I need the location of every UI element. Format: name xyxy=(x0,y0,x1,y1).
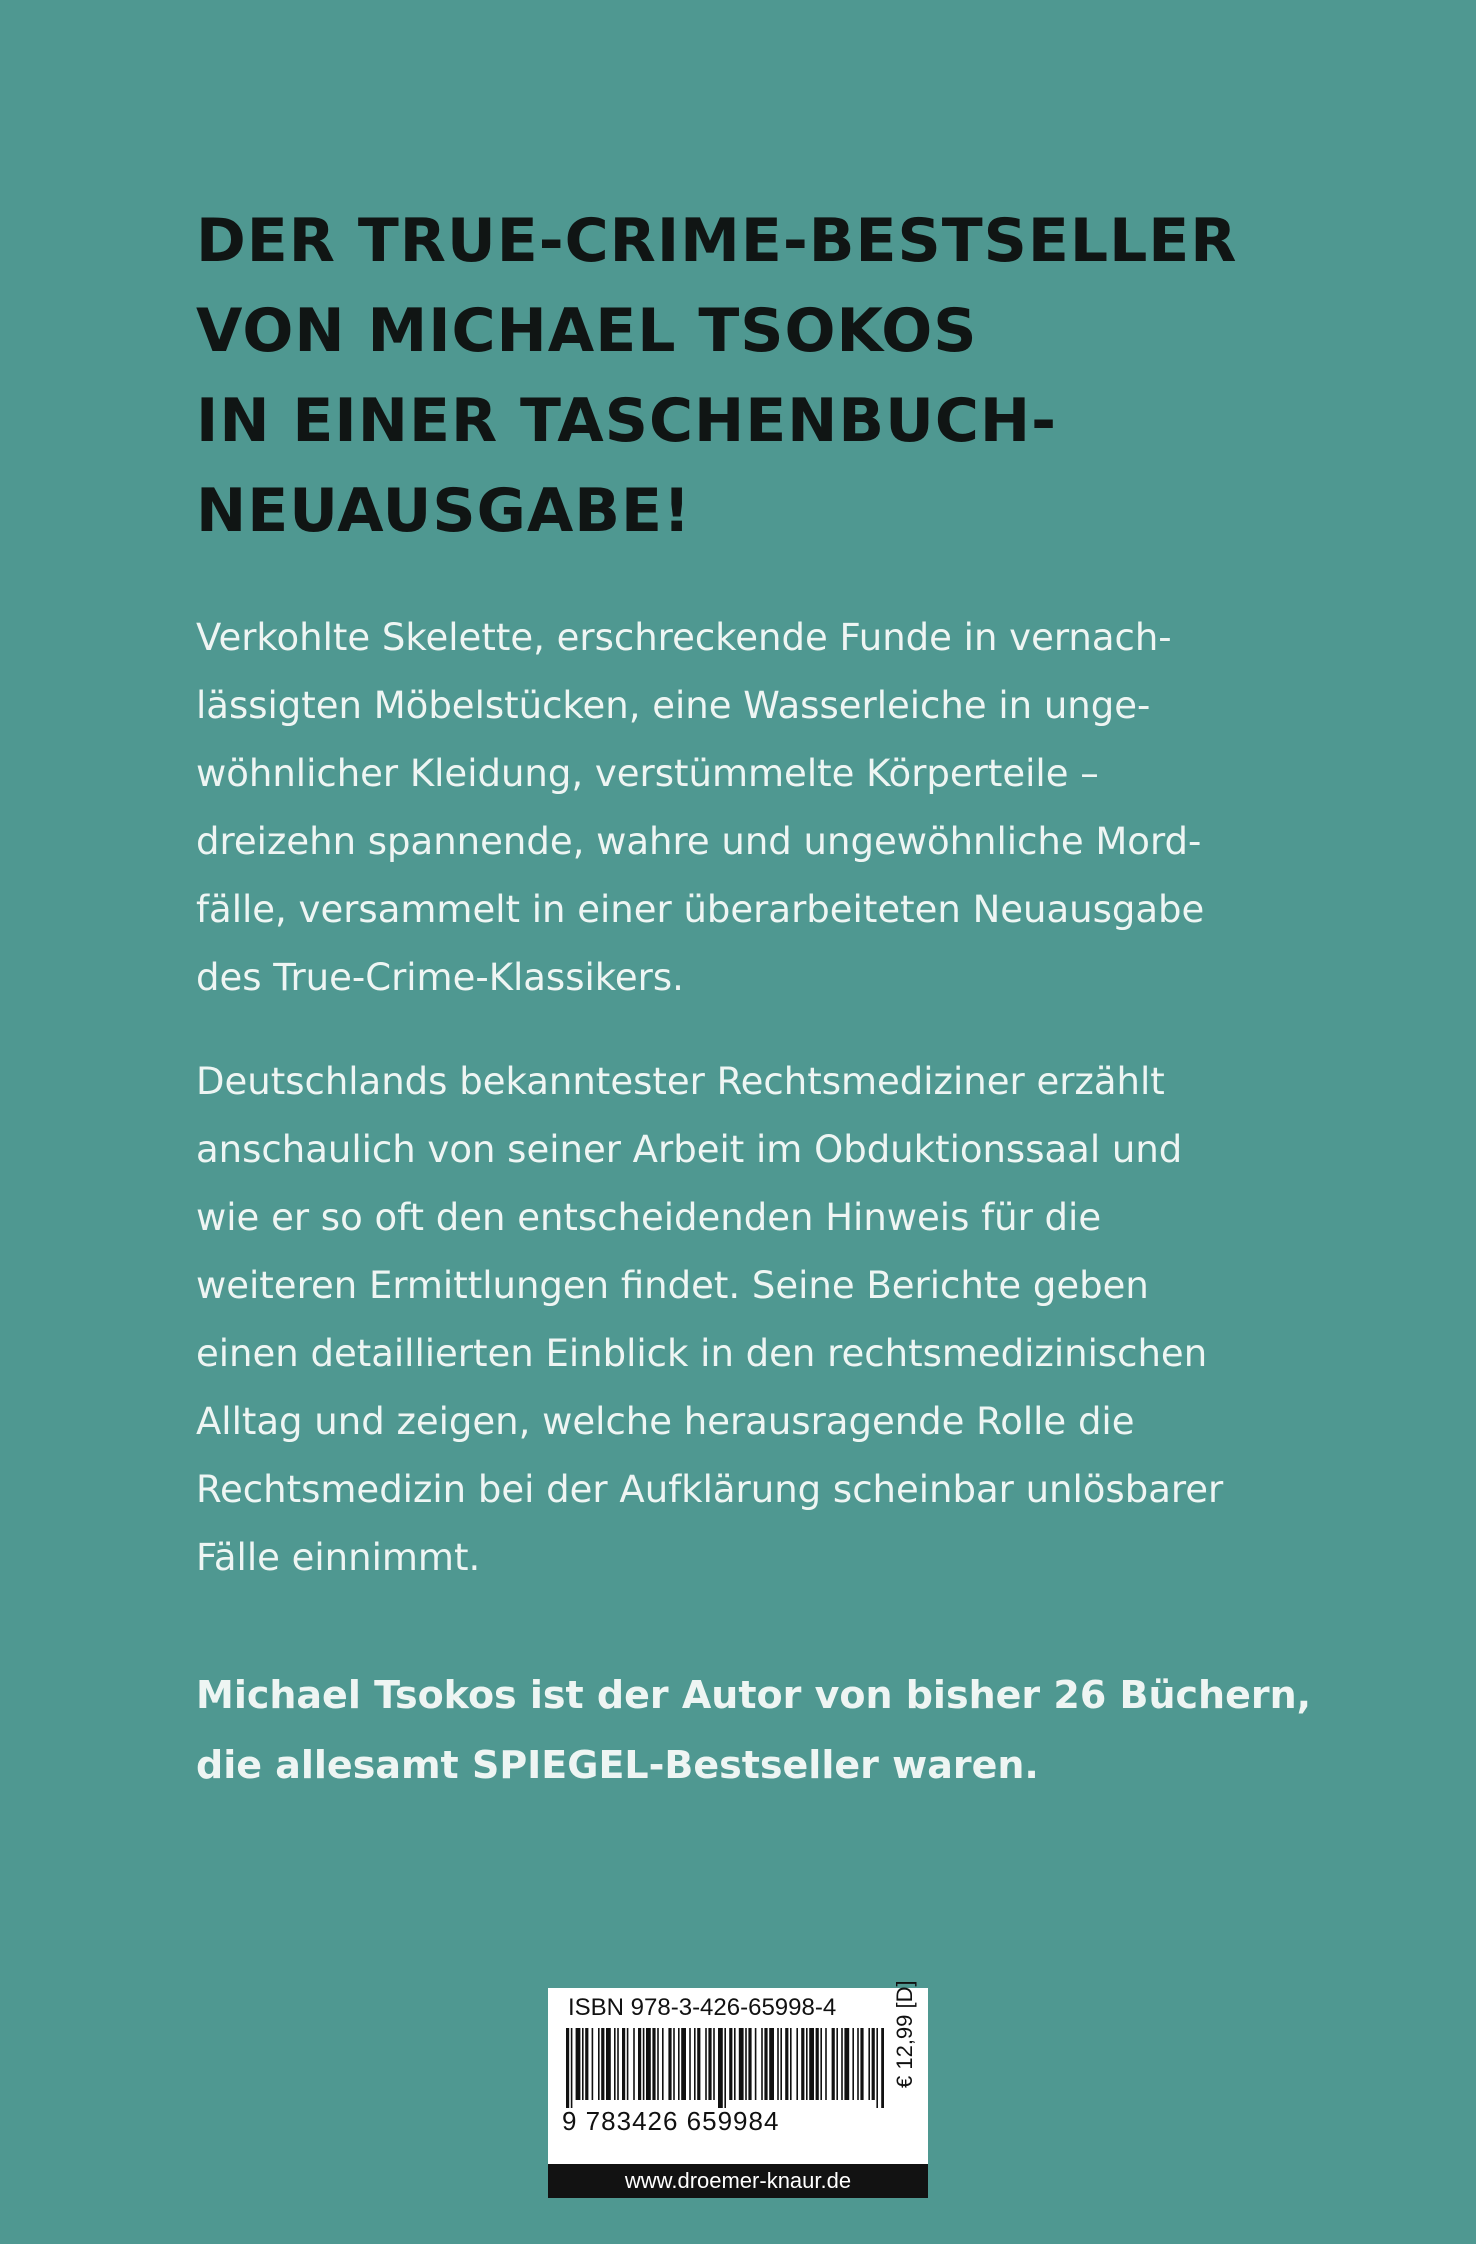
price-label: € 12,99 [D] xyxy=(892,1980,917,2088)
text-line: fälle, versammelt in einer überarbeiteten Neuausgabe xyxy=(196,888,1205,931)
barcode-icon xyxy=(566,2028,884,2108)
headline-line: VON MICHAEL TSOKOS xyxy=(196,296,978,366)
text-line: Verkohlte Skelette, erschreckende Funde in vernach- xyxy=(196,616,1172,659)
publisher-website: www.droemer-knaur.de xyxy=(548,2164,928,2198)
headline xyxy=(196,196,1316,556)
barcode-digits: 9 783426 659984 xyxy=(562,2106,780,2136)
isbn-label: ISBN 978-3-426-65998-4 xyxy=(568,1994,837,2021)
text-line: Deutschlands bekanntester Rechtsmediziner erzählt xyxy=(196,1060,1165,1103)
headline-line: NEUAUSGABE! xyxy=(196,476,692,546)
text-line: dreizehn spannende, wahre und ungewöhnliche Mord- xyxy=(196,820,1202,863)
text-line: weiteren Ermittlungen findet. Seine Berichte geben xyxy=(196,1264,1149,1307)
author-note-line: Michael Tsokos ist der Autor von bisher 26 Büchern, xyxy=(196,1673,1312,1717)
author-note-line: die allesamt SPIEGEL-Bestseller waren. xyxy=(196,1743,1039,1787)
text-line: wöhnlicher Kleidung, verstümmelte Körperteile – xyxy=(196,752,1099,795)
headline-line: IN EINER TASCHENBUCH- xyxy=(196,386,1057,456)
description-paragraph-2 xyxy=(196,1048,1316,1592)
author-note xyxy=(196,1660,1316,1800)
text-line: einen detaillierten Einblick in den rechtsmedizinischen xyxy=(196,1332,1208,1375)
headline-line: DER TRUE-CRIME-BESTSELLER xyxy=(196,206,1238,276)
text-line: Fälle einnimmt. xyxy=(196,1536,481,1579)
text-line: lässigten Möbelstücken, eine Wasserleiche in unge- xyxy=(196,684,1151,727)
text-line: des True-Crime-Klassikers. xyxy=(196,956,684,999)
text-line: wie er so oft den entscheidenden Hinweis für die xyxy=(196,1196,1102,1239)
barcode-panel xyxy=(548,1980,928,2164)
description-paragraph-1 xyxy=(196,604,1316,1012)
text-line: anschaulich von seiner Arbeit im Obduktionssaal und xyxy=(196,1128,1183,1171)
text-line: Alltag und zeigen, welche herausragende Rolle die xyxy=(196,1400,1135,1443)
text-line: Rechtsmedizin bei der Aufklärung scheinbar unlösbarer xyxy=(196,1468,1224,1511)
